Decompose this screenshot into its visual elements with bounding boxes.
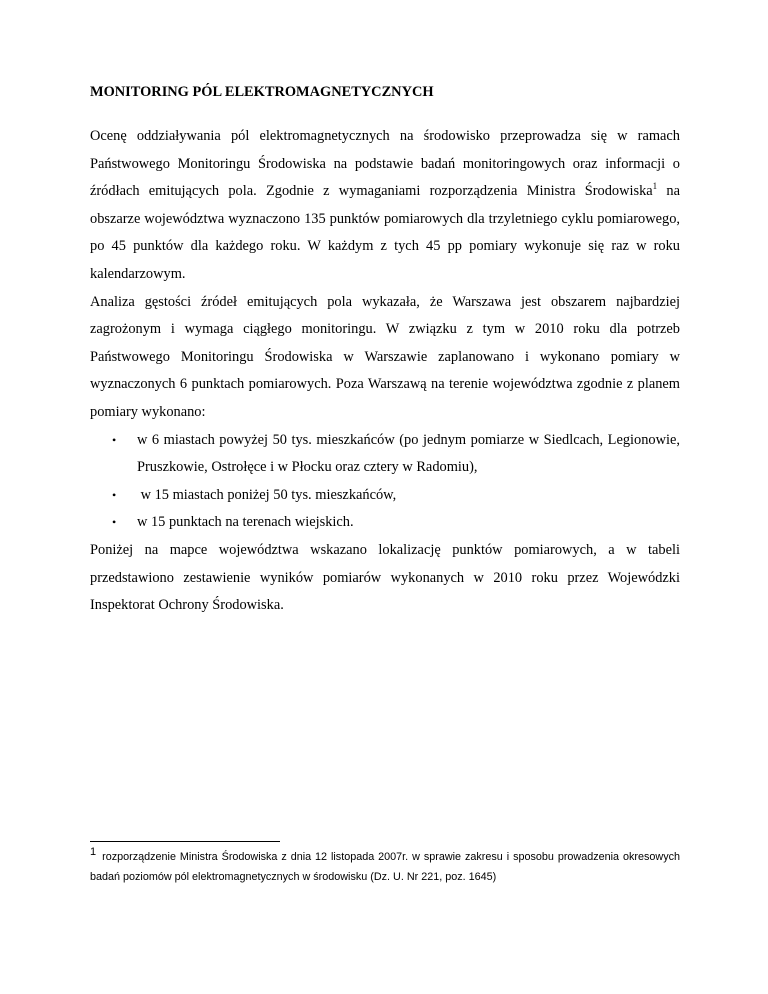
bullet-list <box>90 427 680 537</box>
paragraph-intro <box>90 123 680 289</box>
paragraph-intro-continuation: na obszarze województwa wyznaczono 135 punktów pomiarowych dla trzyletniego cyklu pomiarowego, po 45 punktów dla każdego roku. W każdym z tych 45 pp pomiary wykonuje się raz w roku kalendarzowym. <box>90 183 680 282</box>
list-item-text: w 15 punktach na terenach wiejskich. <box>137 514 354 531</box>
footnote-marker: 1 <box>90 846 97 859</box>
paragraph-intro-text: Ocenę oddziaływania pól elektromagnetycznych na środowisko przeprowadza się w ramach Państwowego Monitoringu Środowiska na podstawie badań monitoringowych oraz informacji o źródłach emitujących pola. Zgodnie z wymaganiami rozporządzenia Ministra Środowiska <box>90 128 680 200</box>
list-item <box>90 427 680 482</box>
footnote <box>90 847 680 887</box>
document-title: MONITORING PÓL ELEKTROMAGNETYCZNYCH <box>90 84 434 100</box>
bullet-icon: • <box>112 515 117 530</box>
page-content <box>90 70 680 620</box>
list-item <box>90 482 680 510</box>
bullet-icon: • <box>112 432 117 447</box>
footnote-text: rozporządzenie Ministra Środowiska z dnia 12 listopada 2007r. w sprawie zakresu i sposobu prowadzenia okresowych badań poziomów pól elektromagnetycznych w środowisku (Dz. U. Nr 221, poz. 1645) <box>90 851 680 883</box>
bullet-icon: • <box>112 487 117 502</box>
list-item-text: w 15 miastach poniżej 50 tys. mieszkańców, <box>137 486 397 503</box>
footnote-separator <box>90 841 280 842</box>
paragraph-analysis: Analiza gęstości źródeł emitujących pola wykazała, że Warszawa jest obszarem najbardziej zagrożonym i wymaga ciągłego monitoringu. W związku z tym w 2010 roku dla potrzeb Państwowego Monitoringu Środowiska w Warszawie zaplanowano i wykonano pomiary w wyznaczonych 6 punktach pomiarowych. Poza Warszawą na terenie województwa zgodnie z planem pomiary wykonano: <box>90 293 680 420</box>
list-item <box>90 509 680 537</box>
paragraph-map-table: Poniżej na mapce województwa wskazano lokalizację punktów pomiarowych, a w tabeli przedstawiono zestawienie wyników pomiarów wykonanych w 2010 roku przez Wojewódzki Inspektorat Ochrony Środowiska. <box>90 541 680 614</box>
list-item-text: w 6 miastach powyżej 50 tys. mieszkańców (po jednym pomiarze w Siedlcach, Legionowie, Pruszkowie, Ostrołęce i w Płocku oraz cztery w Radomiu), <box>137 431 680 476</box>
footnote-reference: 1 <box>652 181 658 192</box>
